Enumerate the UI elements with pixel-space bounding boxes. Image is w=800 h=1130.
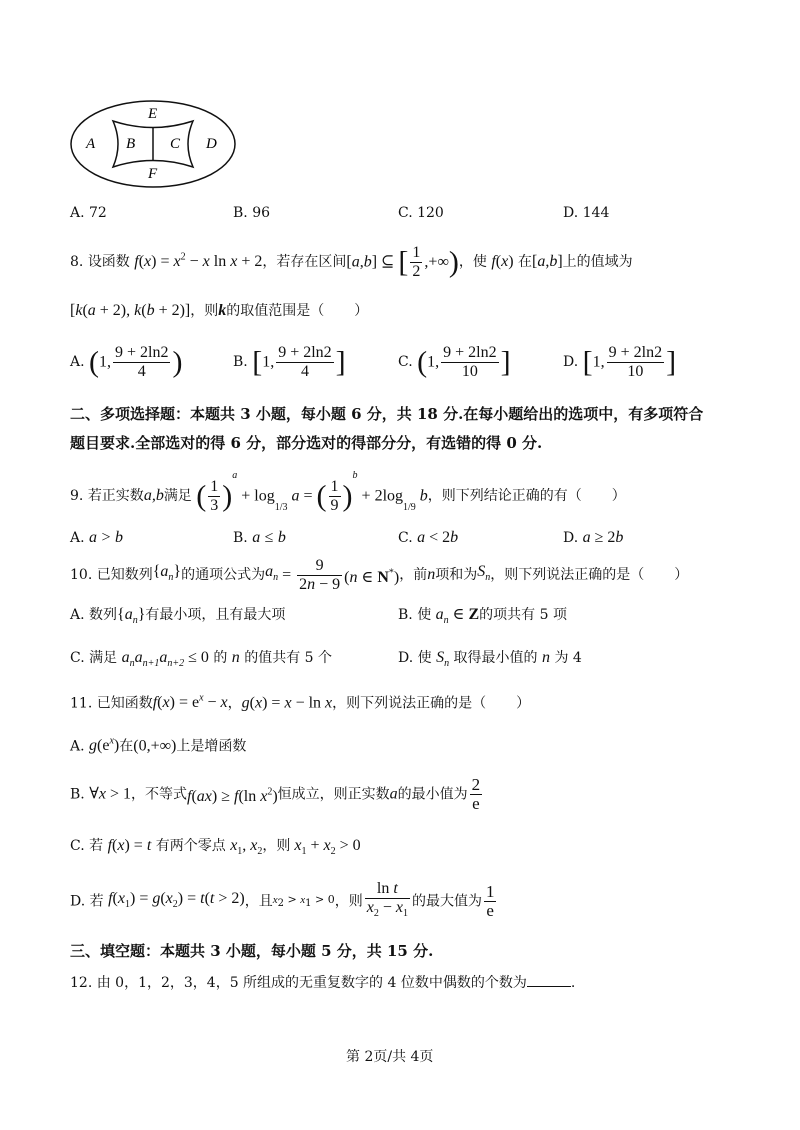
region-diagram [68,98,238,190]
q9-text-d: ） [611,488,626,504]
q10-option-a[interactable]: A. 数列$\{a_n\}$有最小项，且有最大项 [70,606,286,627]
label-c: C [170,136,181,152]
q9-option-b[interactable]: B. a ≤ b [233,529,286,546]
section2-heading-line2: 题目要求.全部选对的得 6 分，部分选对的得部分分，有选错的得 0 分. [70,434,543,452]
q8-text-b: ，若存在区间 [262,254,347,271]
section2-heading-line1: 二、多项选择题：本题共 3 小题，每小题 6 分，共 18 分.在每小题给出的选项中，有多项符合 [70,405,704,423]
q8-text-c: ，使 [458,254,487,271]
q8-text-d: 在 [517,254,532,271]
q9-option-c[interactable]: C. a < 2b [398,529,459,546]
q9-text-b: 满足 [163,488,192,504]
q10-option-b[interactable]: B. 使 $a_n$ ∈ Z的项共有 5 项 [398,606,567,627]
q7-option-c[interactable]: C. 120 [398,205,444,221]
page-footer: 第 2页/共 4页 [346,1049,434,1065]
q9-text-c: ，则下列结论正确的有（ [427,488,582,504]
q8-k: k [218,302,227,319]
q10-option-c[interactable]: C. 满足 $a_na_{n+1}a_{n+2} \le 0$ 的 n 的值共有 5 个 [70,649,333,670]
q12-stem: 12. 由 0，1，2，3，4，5 所组成的无重复数字的 4 位数中偶数的个数为 . [70,972,575,993]
q9-option-a[interactable]: A. a > b [70,529,123,546]
q10-stem: 10. 已知数列$\{a_n\}$的通项公式为$a_n$ = $\frac{9}{2n - 9}$ (n ∈ N*)，前n项和为$S_n$，则下列说法正确的是（ ） [70,557,689,593]
q8-text-e: 上的值域为 [562,254,633,271]
q7-option-a[interactable]: A. 72 [70,205,107,221]
q8-fx: f(x) [491,253,514,271]
q8-option-c[interactable]: C. (1, $\frac{9 + 2\ln 2}{10}$ ] [398,344,511,380]
q7-option-b[interactable]: B. 96 [233,205,271,221]
label-f: F [148,166,158,182]
q11-stem: 11. 已知函数$f(x) = e^x - x$，g(x) = x − ln x，则下列说法正确的是（ ） [70,693,531,712]
q8-ab: [a,b] [531,253,563,271]
q9-text-a: 若正实数 [87,488,144,504]
label-a: A [86,136,96,152]
q8-function-def: $f(x) = x^2 - x$ ln x + 2 [134,251,263,271]
q7-option-d[interactable]: D. 144 [563,205,610,221]
q8-option-d[interactable]: D. [1, $\frac{9 + 2\ln 2}{10}$ ] [563,344,677,380]
q8-option-b[interactable]: B. [1, $\frac{9 + 2\ln 2}{4}$ ] [233,344,346,380]
label-d: D [206,136,217,152]
q8-line2 [70,301,368,321]
label-e: E [148,106,158,122]
label-b: B [126,136,136,152]
q9-equation: ( $\frac{1}{3}$ )$^a + \log_{1/3} a$ = ( $\frac{1}{9}$ )$^b + 2\log_{1/9}$ b [196,470,428,514]
q8-line1 [70,244,633,281]
q11-option-b[interactable]: B. ∀x > 1，不等式f(ax) ≥ f(ln $x^2$)恒成立，则正实数a的最小值为 $\frac{2}{e}$ [70,775,481,813]
q10-option-d[interactable]: D. 使 $S_n$ 取得最小值的 n 为 4 [398,649,582,670]
q11-option-d[interactable]: D. 若 $f(x_1) = g(x_2) = t(t > 2)$，且$x_2 > x_1 > 0$，则 $\frac{\text{ln t}}{x_2 - x_1}$ 的最大值为 $\frac{1}{e}$ [70,880,495,921]
q8-range: [k(a + 2), k(b + 2)] [70,302,191,319]
q11-option-c[interactable]: C. 若 f(x) = t 有两个零点 $x_1$, $x_2$，则 $x_1 + x_2 > 0$ [70,837,361,858]
q8-interval: [a,b] ⊆ [ $\frac{1}{2}$ ,+∞) [346,244,459,280]
q9-option-d[interactable]: D. a ≥ 2b [563,529,624,546]
q9-ab: a,b [143,487,164,504]
q9-stem: 9. 若正实数a,b满足 ( $\frac{1}{3}$ )$^a + \log_{1/3} a$ = ( $\frac{1}{9}$ )$^b + 2\log_{1/9}$ b，则下列结论正确的有（ ） [70,470,626,514]
q8-number: 8. [70,254,84,271]
section3-heading: 三、填空题：本题共 3 小题，每小题 5 分，共 15 分. [70,942,434,960]
q8-text-h: ） [354,303,369,319]
q8-text-a: 设函数 [87,254,130,271]
q8-text-g: 的取值范围是（ [226,303,325,319]
q12-answer-blank[interactable] [527,972,571,987]
q11-option-a[interactable]: A. $g(e^x)$在(0,+∞)上是增函数 [70,736,247,755]
q8-text-f: ，则 [190,303,219,319]
q8-option-a[interactable]: A. (1, $\frac{9 + 2\ln 2}{4}$ ) [70,344,183,380]
